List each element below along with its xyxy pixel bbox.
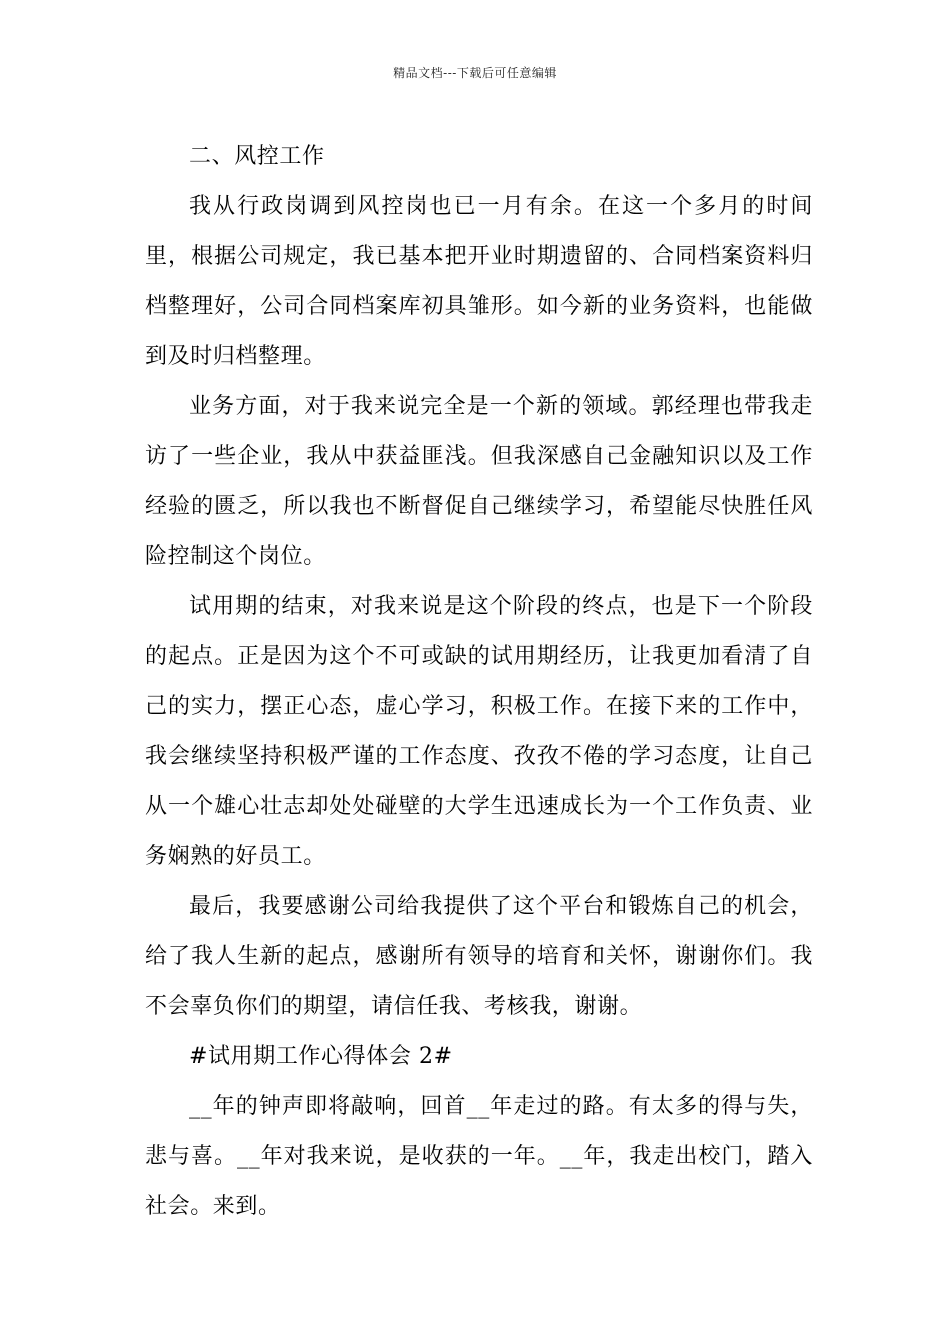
page-header: 精品文档---下载后可任意编辑 — [393, 66, 557, 80]
document-body — [145, 132, 813, 1232]
section-title-2: #试用期工作心得体会 2# — [189, 1044, 453, 1069]
paragraph-thanks: 最后，我要感谢公司给我提供了这个平台和锻炼自己的机会，给了我人生新的起点，感谢所有领导的培育和关怀，谢谢你们。我不会辜负你们的期望，请信任我、考核我，谢谢。 — [145, 894, 813, 1019]
paragraph-risk-role: 我从行政岗调到风控岗也已一月有余。在这一个多月的时间里，根据公司规定，我已基本把开业时期遗留的、合同档案资料归档整理好，公司合同档案库初具雏形。如今新的业务资料，也能做到及时归档整理。 — [145, 194, 813, 369]
paragraph-business: 业务方面，对于我来说完全是一个新的领域。郭经理也带我走访了一些企业，我从中获益匪浅。但我深感自己金融知识以及工作经验的匮乏，所以我也不断督促自己继续学习，希望能尽快胜任风险控制这个岗位。 — [145, 394, 813, 569]
section-heading: 二、风控工作 — [189, 144, 325, 169]
paragraph-probation-end: 试用期的结束，对我来说是这个阶段的终点，也是下一个阶段的起点。正是因为这个不可或缺的试用期经历，让我更加看清了自己的实力，摆正心态，虚心学习，积极工作。在接下来的工作中，我会继续坚持积极严谨的工作态度、孜孜不倦的学习态度，让自己从一个雄心壮志却处处碰壁的大学生迅速成长为一个工作负责、业务娴熟的好员工。 — [145, 594, 813, 869]
paragraph-new-year: __年的钟声即将敲响，回首__年走过的路。有太多的得与失，悲与喜。__年对我来说，是收获的一年。__年，我走出校门，踏入社会。来到。 — [145, 1094, 813, 1219]
